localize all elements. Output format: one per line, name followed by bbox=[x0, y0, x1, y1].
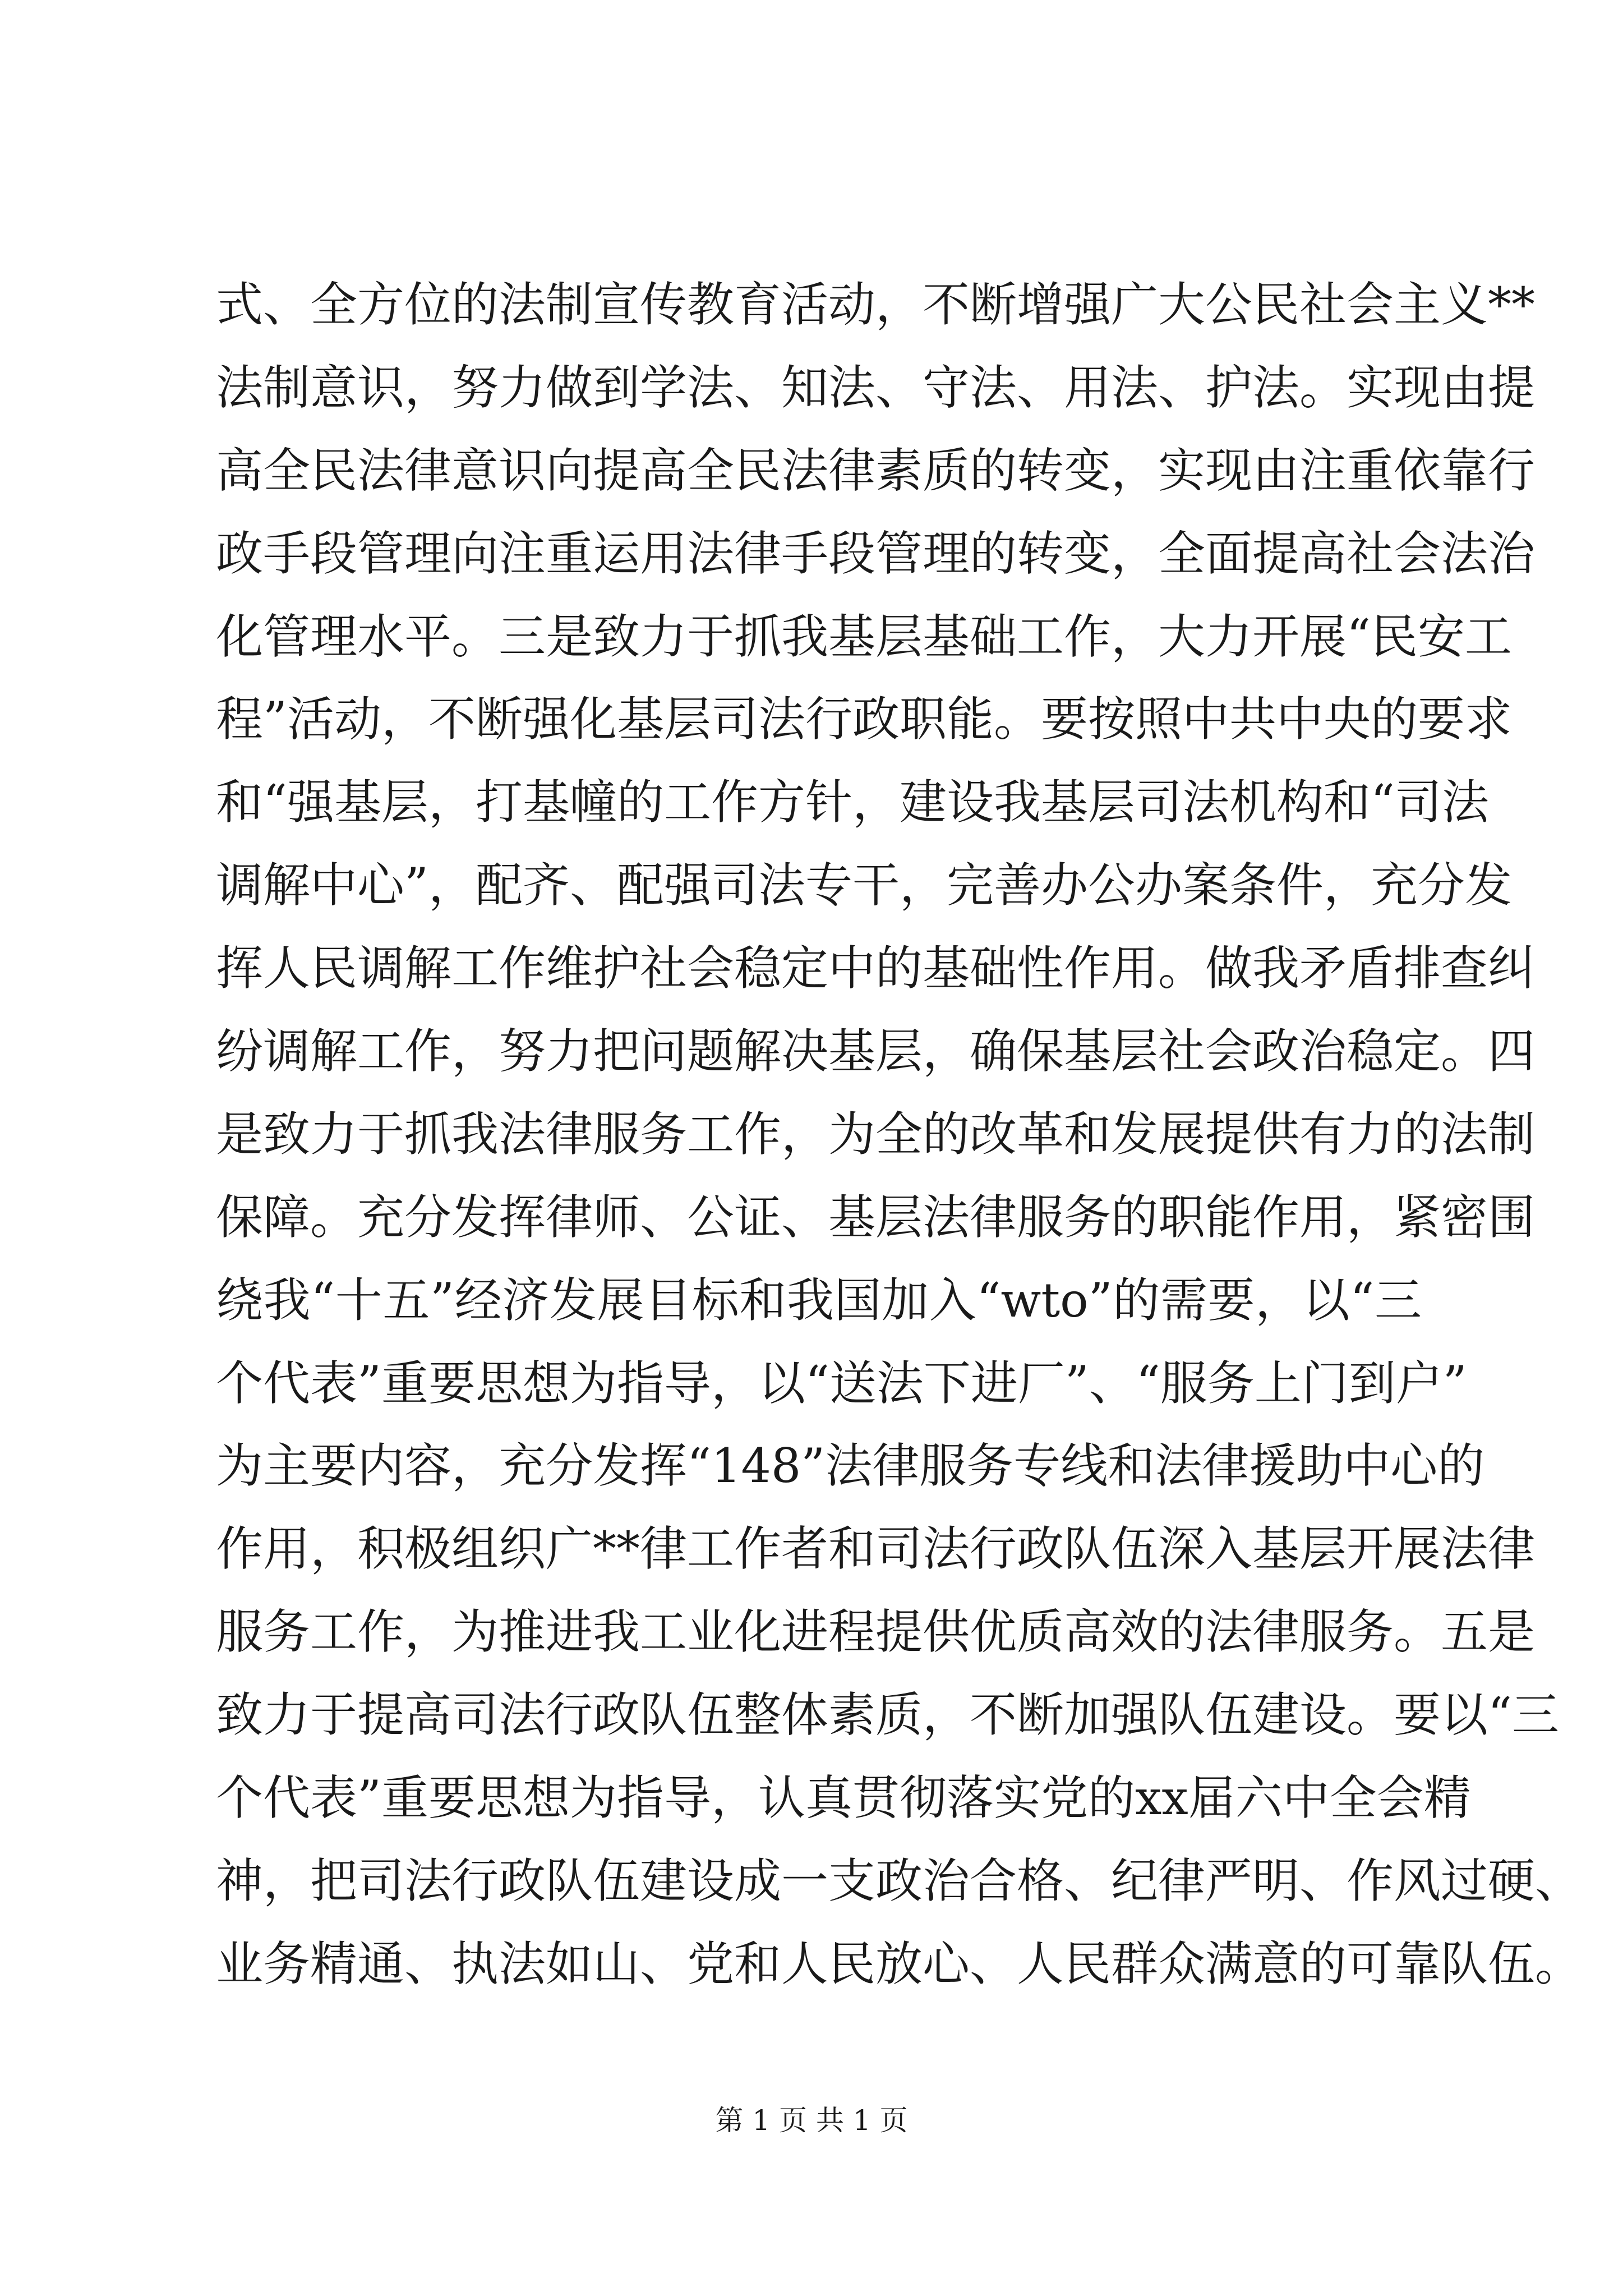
text-line: 程”活动，不断强化基层司法行政职能。要按照中共中央的要求 bbox=[216, 692, 1512, 747]
text-line: 致力于提高司法行政队伍整体素质，不断加强队伍建设。要以“三 bbox=[216, 1687, 1559, 1743]
body-paragraph bbox=[216, 264, 1583, 2006]
text-line: 个代表”重要思想为指导，认真贯彻落实党的xx届六中全会精 bbox=[216, 1770, 1471, 1826]
text-line: 绕我“十五”经济发展目标和我国加入“wto”的需要，以“三 bbox=[216, 1272, 1422, 1328]
text-line: 业务精通、执法如山、党和人民放心、人民群众满意的可靠队伍。 bbox=[216, 1936, 1583, 1991]
text-line: 法制意识，努力做到学法、知法、守法、用法、护法。实现由提 bbox=[216, 360, 1536, 415]
text-line: 纷调解工作，努力把问题解决基层，确保基层社会政治稳定。四 bbox=[216, 1024, 1536, 1079]
text-line: 是致力于抓我法律服务工作，为全的改革和发展提供有力的法制 bbox=[216, 1106, 1536, 1162]
text-line: 化管理水平。三是致力于抓我基层基础工作，大力开展“民安工 bbox=[216, 609, 1512, 664]
text-line: 服务工作，为推进我工业化进程提供优质高效的法律服务。五是 bbox=[216, 1604, 1536, 1660]
page-number-footer: 第 1 页 共 1 页 bbox=[715, 2104, 908, 2137]
text-line: 政手段管理向注重运用法律手段管理的转变，全面提高社会法治 bbox=[216, 526, 1536, 581]
text-line: 为主要内容，充分发挥“148”法律服务专线和法律援助中心的 bbox=[216, 1438, 1485, 1494]
text-line: 个代表”重要思想为指导，以“送法下进厂”、“服务上门到户” bbox=[216, 1355, 1467, 1411]
text-line: 神，把司法行政队伍建设成一支政治合格、纪律严明、作风过硬、 bbox=[216, 1853, 1583, 1908]
text-line: 保障。充分发挥律师、公证、基层法律服务的职能作用，紧密围 bbox=[216, 1189, 1536, 1245]
text-line: 作用，积极组织广**律工作者和司法行政队伍深入基层开展法律 bbox=[216, 1521, 1536, 1577]
text-line: 式、全方位的法制宣传教育活动，不断增强广大公民社会主义** bbox=[216, 277, 1536, 332]
text-line: 和“强基层，打基幢的工作方针，建设我基层司法机构和“司法 bbox=[216, 775, 1489, 830]
text-line: 高全民法律意识向提高全民法律素质的转变，实现由注重依靠行 bbox=[216, 443, 1536, 498]
text-line: 调解中心”，配齐、配强司法专干，完善办公办案条件，充分发 bbox=[216, 858, 1512, 913]
text-line: 挥人民调解工作维护社会稳定中的基础性作用。做我矛盾排查纠 bbox=[216, 941, 1536, 996]
